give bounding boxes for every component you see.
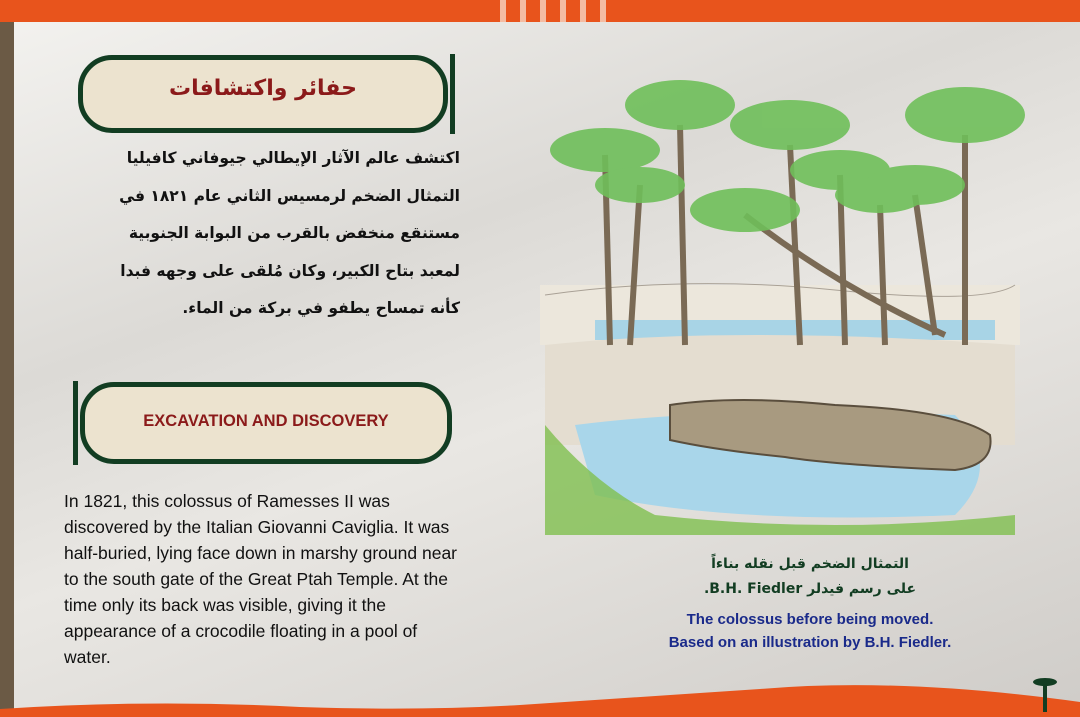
illustration-caption xyxy=(640,552,980,654)
english-heading: EXCAVATION AND DISCOVERY xyxy=(143,412,389,430)
arabic-heading-cartouche xyxy=(78,55,448,133)
caption-arabic-line-2: على رسم فيدلر B.H. Fiedler. xyxy=(703,581,917,597)
temple-motif-icon xyxy=(500,0,610,22)
caption-arabic-line-1: التمثال الضخم قبل نقله بناءاً xyxy=(711,556,909,572)
english-body-text: In 1821, this colossus of Ramesses II was discovered by the Italian Giovanni Caviglia. It was half-buried, lying face down in marshy ground near to the south gate of the Great Ptah Temple. At the time only its back was visible, giving it the appearance of a crocodile floating in a pool of water. xyxy=(64,491,457,667)
palm-fronds xyxy=(550,80,1025,232)
caption-english-line-1: The colossus before being moved. xyxy=(686,611,934,628)
top-orange-band xyxy=(0,0,1080,22)
arabic-body-text: اكتشف عالم الآثار الإيطالي جيوفاني كافيليا التمثال الضخم لرمسيس الثاني عام ١٨٢١ في مستنقع منخفض بالقرب من البوابة الجنوبية لمعبد بتاح الكبير، وكان مُلقى على وجهه فبدا كأنه تمساح يطفو في بركة من الماء. xyxy=(119,149,460,317)
english-heading-cartouche xyxy=(80,382,452,464)
colossus-illustration xyxy=(535,45,1045,535)
caption-english-line-2: Based on an illustration by B.H. Fiedler. xyxy=(668,634,952,651)
arabic-heading: حفائر واكتشافات xyxy=(169,76,357,101)
bottom-dune-band xyxy=(0,677,1080,717)
